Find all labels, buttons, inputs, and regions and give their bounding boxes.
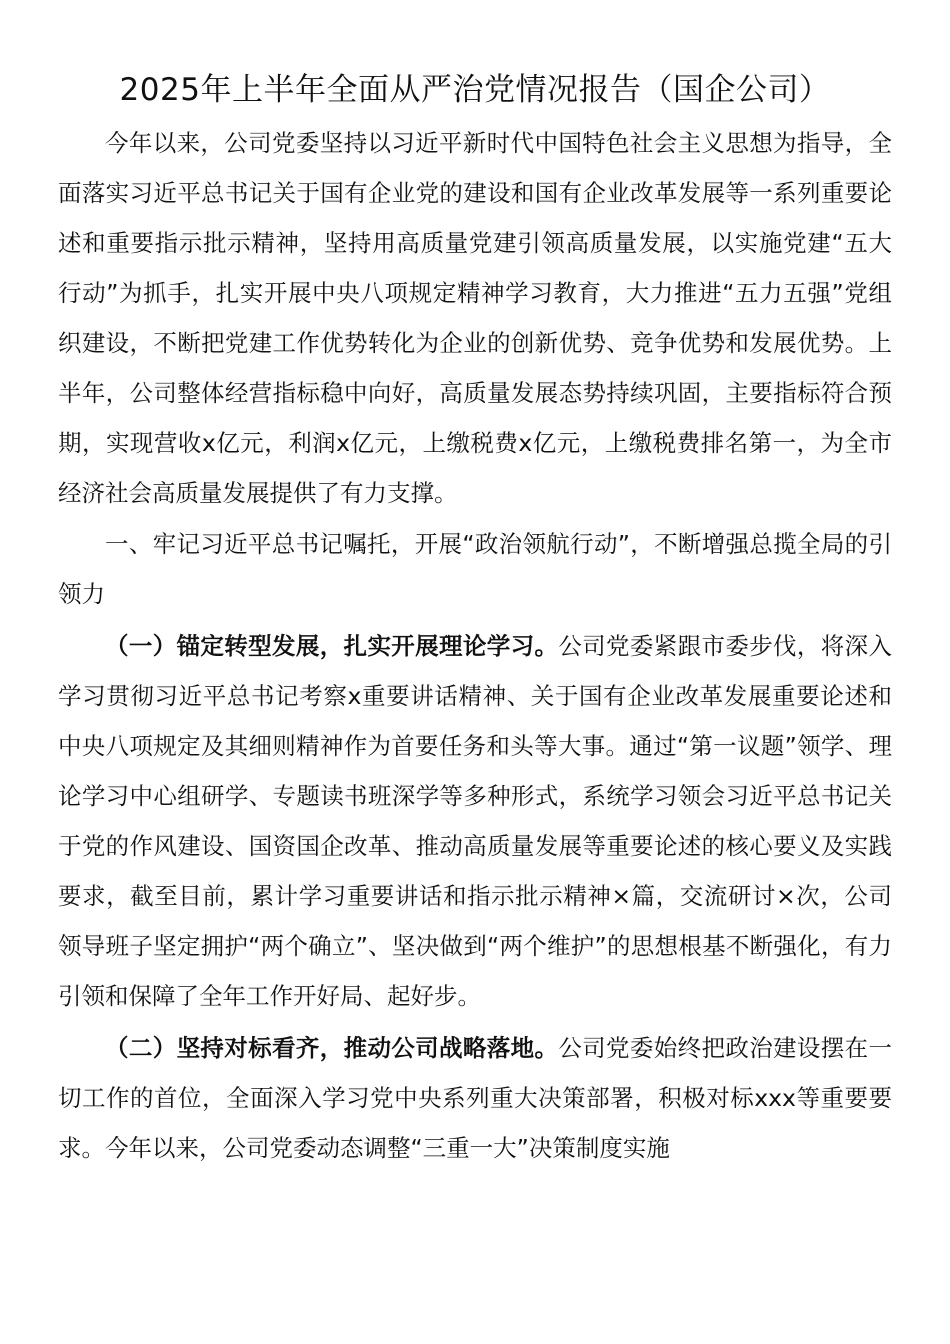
subsection-1-paragraph	[58, 621, 892, 1021]
subsection-2-lead: （二）坚持对标看齐，推动公司战略落地。	[105, 1034, 559, 1062]
subsection-2-body: 公司党委始终把政治建设摆在一切工作的首位，全面深入学习党中央系列重大决策部署，积极对标xxx等重要要求。今年以来，公司党委动态调整“三重一大”决策制度实施	[58, 1034, 892, 1162]
document-title: 2025年上半年全面从严治党情况报告（国企公司）	[119, 72, 831, 108]
section-1-heading: 一、牢记习近平总书记嘱托，开展“政治领航行动”，不断增强总揽全局的引领力	[58, 530, 892, 608]
subsection-1-body: 公司党委紧跟市委步伐，将深入学习贯彻习近平总书记考察x重要讲话精神、关于国有企业改革发展重要论述和中央八项规定及其细则精神作为首要任务和头等大事。通过“第一议题”领学、理论学习中心组研学、专题读书班深学等多种形式，系统学习领会习近平总书记关于党的作风建设、国资国企改革、推动高质量发展等重要论述的核心要义及实践要求，截至目前，累计学习重要讲话和指示批示精神×篇，交流研讨×次，公司领导班子坚定拥护“两个确立”、坚决做到“两个维护”的思想根基不断强化，有力引领和保障了全年工作开好局、起好步。	[58, 632, 892, 1010]
subsection-1-lead: （一）锚定转型发展，扎实开展理论学习。	[105, 632, 559, 660]
intro-paragraph: 今年以来，公司党委坚持以习近平新时代中国特色社会主义思想为指导，全面落实习近平总书记关于国有企业党的建设和国有企业改革发展等一系列重要论述和重要指示批示精神，坚持用高质量党建引领高质量发展，以实施党建“五大行动”为抓手，扎实开展中央八项规定精神学习教育，大力推进“五力五强”党组织建设，不断把党建工作优势转化为企业的创新优势、竞争优势和发展优势。上半年，公司整体经营指标稳中向好，高质量发展态势持续巩固，主要指标符合预期，实现营收x亿元，利润x亿元，上缴税费x亿元，上缴税费排名第一，为全市经济社会高质量发展提供了有力支撑。	[58, 129, 892, 507]
subsection-2-paragraph	[58, 1023, 892, 1173]
document-page	[58, 68, 892, 1173]
